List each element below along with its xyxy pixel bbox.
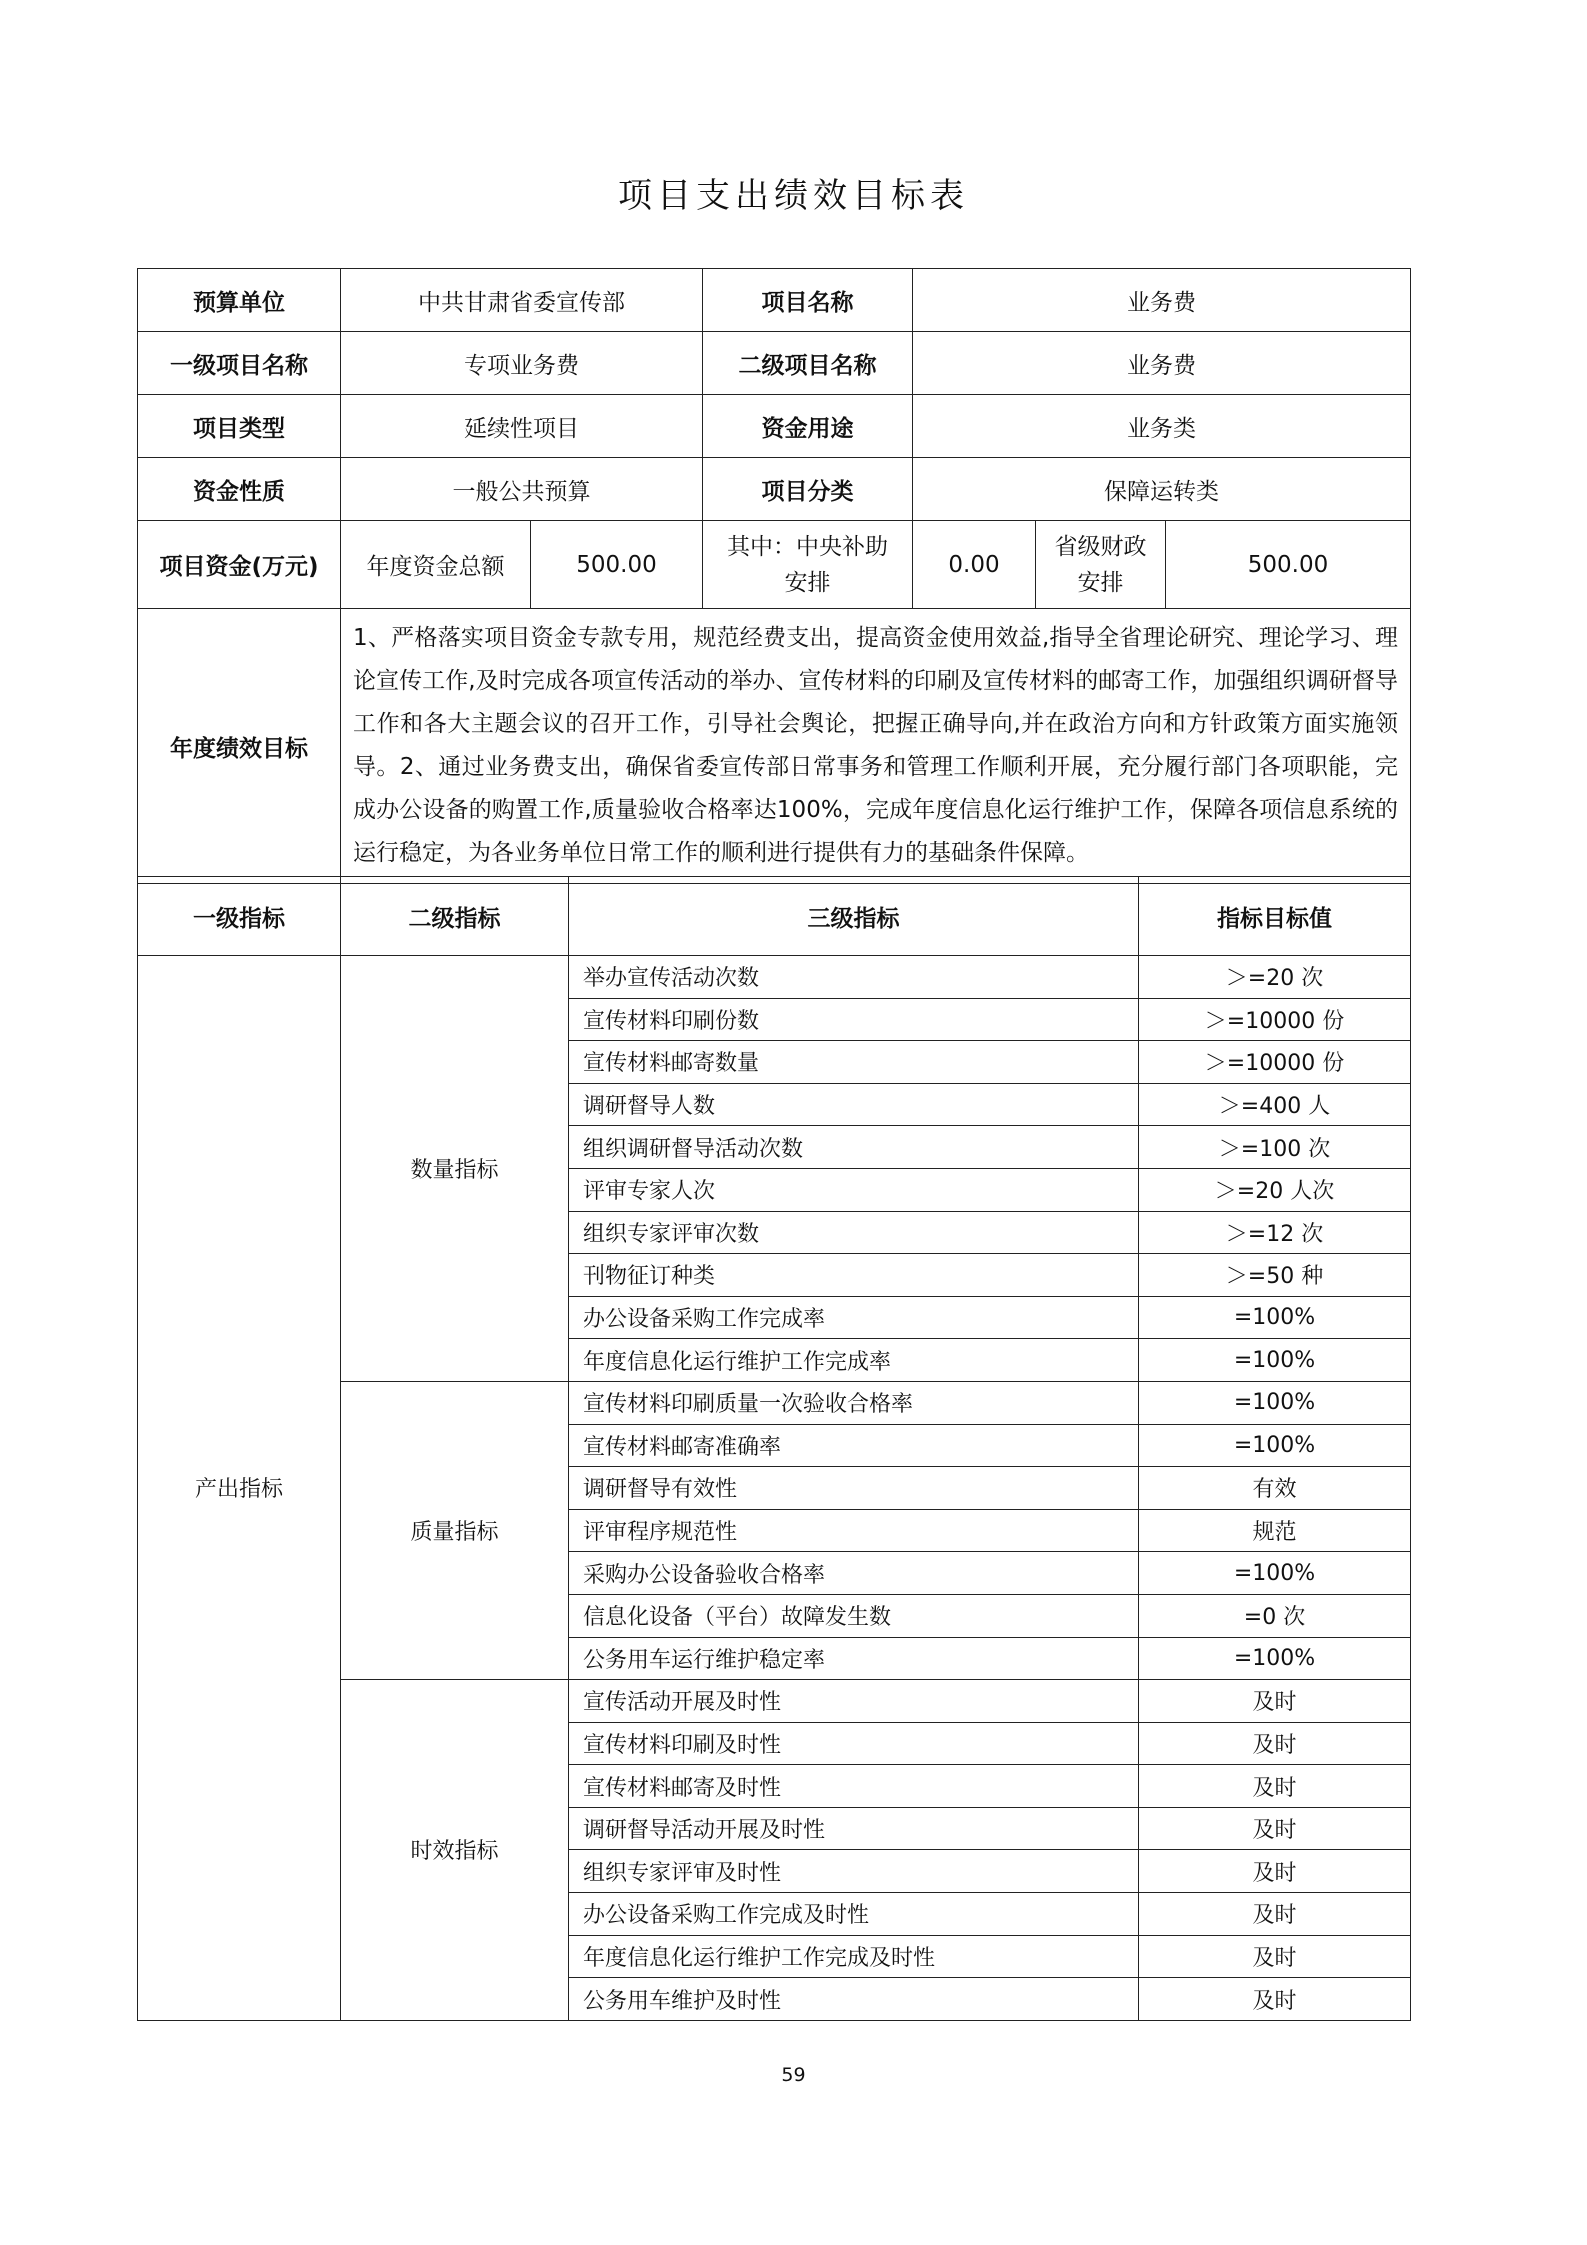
target-value-cell: 及时 xyxy=(1139,1680,1411,1723)
target-value-cell: ＞=50 种 xyxy=(1139,1254,1411,1297)
fund-nature-row xyxy=(138,458,1411,521)
target-value-cell: 及时 xyxy=(1139,1893,1411,1936)
target-value-cell: ＞=10000 份 xyxy=(1139,998,1411,1041)
l3-indicator-cell: 组织调研督导活动次数 xyxy=(569,1126,1139,1169)
annual-goal-label: 年度绩效目标 xyxy=(138,609,341,884)
l2-indicator-cell: 时效指标 xyxy=(341,1680,569,2021)
central-subsidy-label: 其中：中央补助 安排 xyxy=(703,521,913,609)
target-value-cell: 有效 xyxy=(1139,1467,1411,1510)
target-value-cell: 及时 xyxy=(1139,1807,1411,1850)
project-fund-label: 项目资金(万元) xyxy=(138,521,341,609)
l3-indicator-cell: 信息化设备（平台）故障发生数 xyxy=(569,1594,1139,1637)
fund-use-label: 资金用途 xyxy=(703,395,913,458)
project-name-label: 项目名称 xyxy=(703,269,913,332)
provincial-fund-label: 省级财政 安排 xyxy=(1036,521,1166,609)
target-value-cell: 及时 xyxy=(1139,1935,1411,1978)
target-value-cell: =100% xyxy=(1139,1296,1411,1339)
target-value-cell: 规范 xyxy=(1139,1509,1411,1552)
l3-indicator-cell: 公务用车运行维护稳定率 xyxy=(569,1637,1139,1680)
l3-indicator-cell: 年度信息化运行维护工作完成及时性 xyxy=(569,1935,1139,1978)
l3-indicator-cell: 采购办公设备验收合格率 xyxy=(569,1552,1139,1595)
col-l1-header: 一级指标 xyxy=(138,877,341,956)
l3-indicator-cell: 评审专家人次 xyxy=(569,1168,1139,1211)
annual-goal-text: 1、严格落实项目资金专款专用，规范经费支出，提高资金使用效益,指导全省理论研究、理论学习、理论宣传工作,及时完成各项宣传活动的举办、宣传材料的印刷及宣传材料的邮寄工作，加强组织调研督导工作和各大主题会议的召开工作，引导社会舆论，把握正确导向,并在政治方向和方针政策方面实施领导。2、通过业务费支出，确保省委宣传部日常事务和管理工作顺利开展，充分履行部门各项职能，完成办公设备的购置工作,质量验收合格率达100%，完成年度信息化运行维护工作，保障各项信息系统的运行稳定，为各业务单位日常工作的顺利进行提供有力的基础条件保障。 xyxy=(341,609,1411,884)
target-value-cell: =100% xyxy=(1139,1339,1411,1382)
l2-indicator-cell: 数量指标 xyxy=(341,956,569,1382)
target-value-cell: ＞=20 次 xyxy=(1139,956,1411,999)
project-type-row xyxy=(138,395,1411,458)
col-l3-header: 三级指标 xyxy=(569,877,1139,956)
l3-indicator-cell: 调研督导人数 xyxy=(569,1083,1139,1126)
col-target-header: 指标目标值 xyxy=(1139,877,1411,956)
l3-indicator-cell: 办公设备采购工作完成及时性 xyxy=(569,1893,1139,1936)
l1-project-value: 专项业务费 xyxy=(341,332,703,395)
project-fund-row xyxy=(138,521,1411,609)
target-value-cell: =100% xyxy=(1139,1637,1411,1680)
annual-total-label: 年度资金总额 xyxy=(341,521,531,609)
fund-use-value: 业务类 xyxy=(913,395,1411,458)
l3-indicator-cell: 宣传材料邮寄准确率 xyxy=(569,1424,1139,1467)
annual-goal-row xyxy=(138,609,1411,884)
l3-indicator-cell: 宣传材料印刷及时性 xyxy=(569,1722,1139,1765)
l3-indicator-cell: 评审程序规范性 xyxy=(569,1509,1139,1552)
col-l2-header: 二级指标 xyxy=(341,877,569,956)
target-value-cell: 及时 xyxy=(1139,1978,1411,2021)
l3-indicator-cell: 办公设备采购工作完成率 xyxy=(569,1296,1139,1339)
project-name-value: 业务费 xyxy=(913,269,1411,332)
budget-unit-value: 中共甘肃省委宣传部 xyxy=(341,269,703,332)
l3-indicator-cell: 宣传材料印刷份数 xyxy=(569,998,1139,1041)
target-value-cell: ＞=12 次 xyxy=(1139,1211,1411,1254)
fund-nature-label: 资金性质 xyxy=(138,458,341,521)
provincial-fund-value: 500.00 xyxy=(1166,521,1411,609)
project-type-label: 项目类型 xyxy=(138,395,341,458)
l2-project-label: 二级项目名称 xyxy=(703,332,913,395)
l3-indicator-cell: 组织专家评审及时性 xyxy=(569,1850,1139,1893)
target-value-cell: 及时 xyxy=(1139,1850,1411,1893)
page-number: 59 xyxy=(781,2064,806,2086)
target-value-cell: ＞=100 次 xyxy=(1139,1126,1411,1169)
project-info-table xyxy=(137,268,1411,884)
target-value-cell: 及时 xyxy=(1139,1722,1411,1765)
budget-unit-label: 预算单位 xyxy=(138,269,341,332)
l1-indicator-cell: 产出指标 xyxy=(138,956,341,2021)
target-value-cell: =100% xyxy=(1139,1552,1411,1595)
target-value-cell: =100% xyxy=(1139,1424,1411,1467)
target-value-cell: ＞=400 人 xyxy=(1139,1083,1411,1126)
fund-nature-value: 一般公共预算 xyxy=(341,458,703,521)
indicator-header-row xyxy=(138,877,1411,956)
project-category-value: 保障运转类 xyxy=(913,458,1411,521)
project-type-value: 延续性项目 xyxy=(341,395,703,458)
target-value-cell: 及时 xyxy=(1139,1765,1411,1808)
l3-indicator-cell: 宣传活动开展及时性 xyxy=(569,1680,1139,1723)
indicator-table xyxy=(137,876,1411,2021)
l3-indicator-cell: 宣传材料邮寄数量 xyxy=(569,1041,1139,1084)
page-title: 项目支出绩效目标表 xyxy=(618,176,969,216)
target-value-cell: =100% xyxy=(1139,1381,1411,1424)
target-value-cell: ＞=10000 份 xyxy=(1139,1041,1411,1084)
l3-indicator-cell: 宣传材料邮寄及时性 xyxy=(569,1765,1139,1808)
budget-unit-row xyxy=(138,269,1411,332)
l2-indicator-cell: 质量指标 xyxy=(341,1381,569,1679)
annual-total-value: 500.00 xyxy=(531,521,703,609)
l3-indicator-cell: 年度信息化运行维护工作完成率 xyxy=(569,1339,1139,1382)
table-row xyxy=(138,956,1411,999)
project-category-label: 项目分类 xyxy=(703,458,913,521)
project-level-row xyxy=(138,332,1411,395)
target-value-cell: =0 次 xyxy=(1139,1594,1411,1637)
l3-indicator-cell: 调研督导活动开展及时性 xyxy=(569,1807,1139,1850)
l1-project-label: 一级项目名称 xyxy=(138,332,341,395)
l3-indicator-cell: 刊物征订种类 xyxy=(569,1254,1139,1297)
l3-indicator-cell: 组织专家评审次数 xyxy=(569,1211,1139,1254)
target-value-cell: ＞=20 人次 xyxy=(1139,1168,1411,1211)
central-subsidy-value: 0.00 xyxy=(913,521,1036,609)
l3-indicator-cell: 宣传材料印刷质量一次验收合格率 xyxy=(569,1381,1139,1424)
l2-project-value: 业务费 xyxy=(913,332,1411,395)
l3-indicator-cell: 公务用车维护及时性 xyxy=(569,1978,1139,2021)
l3-indicator-cell: 举办宣传活动次数 xyxy=(569,956,1139,999)
l3-indicator-cell: 调研督导有效性 xyxy=(569,1467,1139,1510)
